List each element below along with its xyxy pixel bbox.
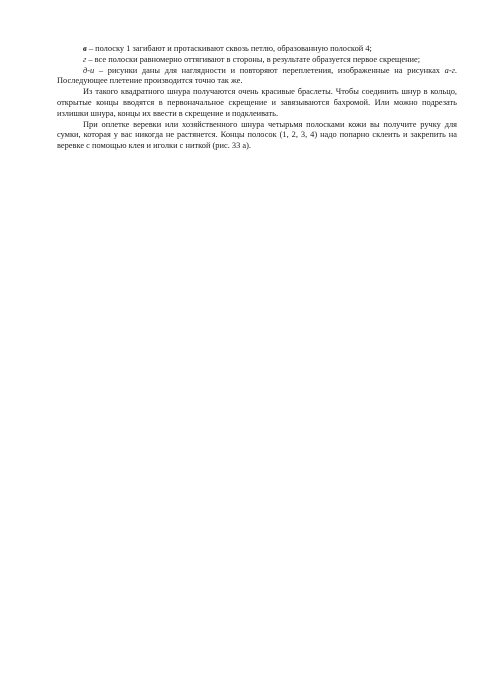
paragraph-text: – полоску 1 загибают и протаскивают сквозь петлю, образованную полоской 4;: [86, 44, 372, 53]
paragraph-text: – рисунки даны для наглядности и повторяют переплетения, изображенные на рисунках: [94, 65, 445, 75]
paragraph-step-g: [57, 55, 457, 66]
paragraph-text: – все полоски равномерно оттягивают в стороны, в результате образуется первое скрещение;: [86, 54, 421, 64]
paragraph-bag-handle: [57, 120, 457, 152]
paragraph-text-tail: . Последующее плетение производится точно так же.: [57, 65, 457, 86]
step-label: в: [83, 44, 87, 53]
step-label: д-и: [83, 65, 95, 75]
paragraph-text: Из такого квадратного шнура получаются очень красивые браслеты. Чтобы соединить шнур в кольцо, открытые концы вводятся в первоначальное скрещение и завязываются бахромой. Или можно подрезать излишки шнура, концы их ввести в скрещение и подклеивать.: [57, 87, 457, 118]
step-label: г: [83, 54, 87, 64]
paragraph-step-v: [57, 44, 457, 55]
paragraph-step-d-i: [57, 66, 457, 88]
document-page: [57, 44, 457, 152]
paragraph-bracelets: [57, 87, 457, 119]
figure-reference: а-г: [444, 65, 455, 75]
paragraph-text: При оплетке веревки или хозяйственного шнура четырьмя полосками кожи вы получите ручку для сумки, которая у вас никогда не растянется. Концы полосок (1, 2, 3, 4) надо попарно склеить и закрепить на веревке с помощью клея и иголки с ниткой (рис. 33 а).: [57, 119, 457, 151]
